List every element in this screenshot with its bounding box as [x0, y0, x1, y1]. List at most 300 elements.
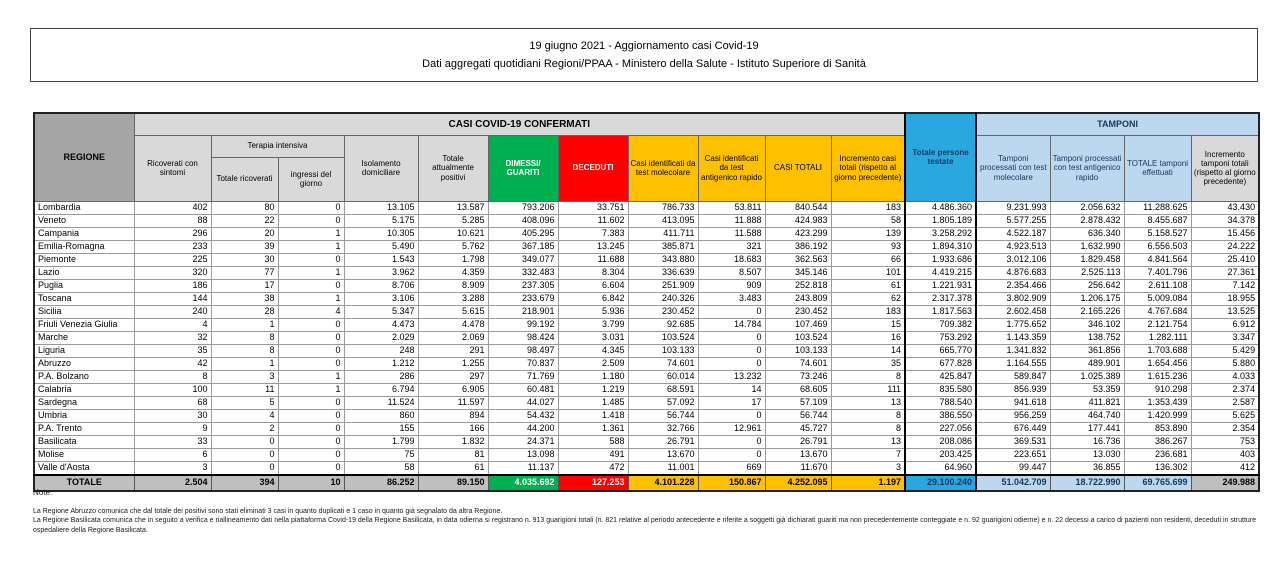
- value-cell: 1.353.439: [1124, 396, 1191, 409]
- table-row: [34, 448, 1259, 461]
- value-cell: 227.056: [905, 422, 976, 435]
- value-cell: 2.602.458: [976, 305, 1050, 318]
- value-cell: 70.837: [488, 357, 558, 370]
- value-cell: 30: [211, 253, 278, 266]
- value-cell: 676.449: [976, 422, 1050, 435]
- value-cell: 413.095: [628, 214, 698, 227]
- value-cell: 1.615.236: [1124, 370, 1191, 383]
- value-cell: 1.212: [344, 357, 418, 370]
- value-cell: 5.490: [344, 240, 418, 253]
- value-cell: 251.909: [628, 279, 698, 292]
- value-cell: 336.639: [628, 266, 698, 279]
- value-cell: 33.751: [558, 201, 628, 214]
- value-cell: 74.601: [765, 357, 831, 370]
- value-cell: 5.880: [1191, 357, 1259, 370]
- value-cell: 0: [278, 435, 344, 448]
- value-cell: 66: [831, 253, 905, 266]
- value-cell: 1.894.310: [905, 240, 976, 253]
- value-cell: 15: [831, 318, 905, 331]
- value-cell: 1.255: [418, 357, 488, 370]
- value-cell: 240.326: [628, 292, 698, 305]
- value-cell: 0: [211, 448, 278, 461]
- value-cell: 0: [698, 357, 765, 370]
- value-cell: 0: [211, 435, 278, 448]
- value-cell: 60.014: [628, 370, 698, 383]
- value-cell: 1.799: [344, 435, 418, 448]
- value-cell: 14: [698, 383, 765, 396]
- value-cell: 4.522.187: [976, 227, 1050, 240]
- value-cell: 58: [344, 461, 418, 475]
- value-cell: 491: [558, 448, 628, 461]
- value-cell: 13.105: [344, 201, 418, 214]
- value-cell: 13.525: [1191, 305, 1259, 318]
- notes-section: [33, 488, 1263, 535]
- value-cell: 28: [211, 305, 278, 318]
- value-cell: 411.821: [1050, 396, 1124, 409]
- region-name: Toscana: [34, 292, 134, 305]
- value-cell: 225: [134, 253, 211, 266]
- value-cell: 5.347: [344, 305, 418, 318]
- value-cell: 64.960: [905, 461, 976, 475]
- table-row: [34, 305, 1259, 318]
- total-deceduti: 127.253: [558, 475, 628, 491]
- value-cell: 100: [134, 383, 211, 396]
- value-cell: 0: [278, 357, 344, 370]
- col-header-ti-ingressi-giorno: ingressi del giorno: [278, 157, 344, 201]
- table-row: [34, 344, 1259, 357]
- value-cell: 386.192: [765, 240, 831, 253]
- value-cell: 0: [278, 201, 344, 214]
- value-cell: 4: [278, 305, 344, 318]
- region-name: Basilicata: [34, 435, 134, 448]
- group-header-casi-confermati: CASI COVID-19 CONFERMATI: [134, 113, 905, 135]
- value-cell: 8.507: [698, 266, 765, 279]
- value-cell: 3.031: [558, 331, 628, 344]
- value-cell: 103.524: [765, 331, 831, 344]
- value-cell: 2.587: [1191, 396, 1259, 409]
- value-cell: 68.591: [628, 383, 698, 396]
- table-row: [34, 461, 1259, 475]
- total-tamponi-effettuati: 69.765.699: [1124, 475, 1191, 491]
- value-cell: 1.798: [418, 253, 488, 266]
- value-cell: 183: [831, 305, 905, 318]
- value-cell: 68: [134, 396, 211, 409]
- value-cell: 18.955: [1191, 292, 1259, 305]
- total-tamponi-antigenico: 18.722.990: [1050, 475, 1124, 491]
- value-cell: 0: [698, 331, 765, 344]
- value-cell: 2.056.632: [1050, 201, 1124, 214]
- total-isolamento: 86.252: [344, 475, 418, 491]
- value-cell: 8: [831, 422, 905, 435]
- value-cell: 6.912: [1191, 318, 1259, 331]
- value-cell: 98.424: [488, 331, 558, 344]
- group-header-tamponi: TAMPONI: [976, 113, 1259, 135]
- value-cell: 753.292: [905, 331, 976, 344]
- value-cell: 402: [134, 201, 211, 214]
- value-cell: 11.588: [698, 227, 765, 240]
- value-cell: 286: [344, 370, 418, 383]
- value-cell: 1.485: [558, 396, 628, 409]
- value-cell: 36.855: [1050, 461, 1124, 475]
- region-name: Umbria: [34, 409, 134, 422]
- value-cell: 11.137: [488, 461, 558, 475]
- value-cell: 0: [211, 461, 278, 475]
- region-name: Liguria: [34, 344, 134, 357]
- col-header-tamponi-molecolare: Tamponi processati con test molecolare: [976, 135, 1050, 201]
- value-cell: 909: [698, 279, 765, 292]
- value-cell: 412: [1191, 461, 1259, 475]
- value-cell: 74.601: [628, 357, 698, 370]
- value-cell: 343.880: [628, 253, 698, 266]
- value-cell: 4.767.684: [1124, 305, 1191, 318]
- value-cell: 24.371: [488, 435, 558, 448]
- value-cell: 0: [698, 305, 765, 318]
- value-cell: 405.295: [488, 227, 558, 240]
- report-date-title: 19 giugno 2021 - Aggiornamento casi Covid-19: [529, 40, 759, 52]
- region-name: Sardegna: [34, 396, 134, 409]
- value-cell: 5.285: [418, 214, 488, 227]
- total-casi-molecolare: 4.101.228: [628, 475, 698, 491]
- value-cell: 408.096: [488, 214, 558, 227]
- value-cell: 3: [134, 461, 211, 475]
- value-cell: 588: [558, 435, 628, 448]
- value-cell: 3.802.909: [976, 292, 1050, 305]
- value-cell: 248: [344, 344, 418, 357]
- value-cell: 411.711: [628, 227, 698, 240]
- value-cell: 2.374: [1191, 383, 1259, 396]
- value-cell: 240: [134, 305, 211, 318]
- table-row: [34, 422, 1259, 435]
- value-cell: 489.901: [1050, 357, 1124, 370]
- value-cell: 345.146: [765, 266, 831, 279]
- value-cell: 58: [831, 214, 905, 227]
- value-cell: 13: [831, 396, 905, 409]
- value-cell: 17: [698, 396, 765, 409]
- value-cell: 26.791: [765, 435, 831, 448]
- value-cell: 233: [134, 240, 211, 253]
- table-body: [34, 201, 1259, 475]
- total-dimessi-guariti: 4.035.692: [488, 475, 558, 491]
- value-cell: 1.543: [344, 253, 418, 266]
- value-cell: 1.933.686: [905, 253, 976, 266]
- value-cell: 218.901: [488, 305, 558, 318]
- value-cell: 27.361: [1191, 266, 1259, 279]
- value-cell: 423.299: [765, 227, 831, 240]
- value-cell: 665.770: [905, 344, 976, 357]
- value-cell: 32.766: [628, 422, 698, 435]
- col-header-tamponi-antigenico: Tamponi processati con test antigenico rapido: [1050, 135, 1124, 201]
- total-attualmente-positivi: 89.150: [418, 475, 488, 491]
- region-name: Veneto: [34, 214, 134, 227]
- value-cell: 835.580: [905, 383, 976, 396]
- value-cell: 138.752: [1050, 331, 1124, 344]
- region-name: P.A. Trento: [34, 422, 134, 435]
- value-cell: 6: [134, 448, 211, 461]
- group-header-terapia-intensiva: Terapia intensiva: [211, 135, 344, 157]
- value-cell: 3.288: [418, 292, 488, 305]
- value-cell: 425.847: [905, 370, 976, 383]
- value-cell: 1.164.555: [976, 357, 1050, 370]
- value-cell: 1.025.389: [1050, 370, 1124, 383]
- value-cell: 80: [211, 201, 278, 214]
- value-cell: 3.258.292: [905, 227, 976, 240]
- value-cell: 793.206: [488, 201, 558, 214]
- col-header-attualmente-positivi: Totale attualmente positivi: [418, 135, 488, 201]
- value-cell: 103.133: [628, 344, 698, 357]
- region-name: Abruzzo: [34, 357, 134, 370]
- value-cell: 589.847: [976, 370, 1050, 383]
- total-persone-testate: 29.100.240: [905, 475, 976, 491]
- value-cell: 7: [831, 448, 905, 461]
- value-cell: 73.246: [765, 370, 831, 383]
- value-cell: 636.340: [1050, 227, 1124, 240]
- value-cell: 71.769: [488, 370, 558, 383]
- value-cell: 43.430: [1191, 201, 1259, 214]
- value-cell: 136.302: [1124, 461, 1191, 475]
- value-cell: 2.509: [558, 357, 628, 370]
- value-cell: 101: [831, 266, 905, 279]
- value-cell: 77: [211, 266, 278, 279]
- value-cell: 4.359: [418, 266, 488, 279]
- table-row: [34, 409, 1259, 422]
- value-cell: 1: [278, 370, 344, 383]
- region-name: Sicilia: [34, 305, 134, 318]
- value-cell: 24.222: [1191, 240, 1259, 253]
- value-cell: 4.419.215: [905, 266, 976, 279]
- value-cell: 13.670: [765, 448, 831, 461]
- value-cell: 8.909: [418, 279, 488, 292]
- value-cell: 13.670: [628, 448, 698, 461]
- value-cell: 464.740: [1050, 409, 1124, 422]
- col-header-incremento-casi: Incremento casi totali (rispetto al giorno precedente): [831, 135, 905, 201]
- total-incremento-casi: 1.197: [831, 475, 905, 491]
- value-cell: 4.876.683: [976, 266, 1050, 279]
- value-cell: 941.618: [976, 396, 1050, 409]
- value-cell: 57.092: [628, 396, 698, 409]
- value-cell: 10.305: [344, 227, 418, 240]
- value-cell: 2.317.378: [905, 292, 976, 305]
- region-name: Puglia: [34, 279, 134, 292]
- value-cell: 2: [211, 422, 278, 435]
- region-name: Piemonte: [34, 253, 134, 266]
- table-row: [34, 292, 1259, 305]
- value-cell: 11.670: [765, 461, 831, 475]
- value-cell: 60.481: [488, 383, 558, 396]
- value-cell: 2.029: [344, 331, 418, 344]
- value-cell: 0: [698, 448, 765, 461]
- value-cell: 1.829.458: [1050, 253, 1124, 266]
- value-cell: 4.345: [558, 344, 628, 357]
- value-cell: 252.818: [765, 279, 831, 292]
- value-cell: 860: [344, 409, 418, 422]
- total-casi-antigenico: 150.867: [698, 475, 765, 491]
- value-cell: 4.486.360: [905, 201, 976, 214]
- value-cell: 39: [211, 240, 278, 253]
- value-cell: 45.727: [765, 422, 831, 435]
- value-cell: 111: [831, 383, 905, 396]
- col-header-isolamento: Isolamento domiciliare: [344, 135, 418, 201]
- value-cell: 1: [278, 227, 344, 240]
- col-header-persone-testate: Totale persone testate: [905, 113, 976, 201]
- value-cell: 4: [134, 318, 211, 331]
- value-cell: 243.809: [765, 292, 831, 305]
- value-cell: 22: [211, 214, 278, 227]
- value-cell: 369.531: [976, 435, 1050, 448]
- value-cell: 13.030: [1050, 448, 1124, 461]
- col-header-tamponi-totale: TOTALE tamponi effettuati: [1124, 135, 1191, 201]
- region-name: Lombardia: [34, 201, 134, 214]
- value-cell: 1.418: [558, 409, 628, 422]
- total-label: TOTALE: [34, 475, 134, 491]
- value-cell: 0: [278, 318, 344, 331]
- value-cell: 8.706: [344, 279, 418, 292]
- value-cell: 8: [831, 409, 905, 422]
- value-cell: 17: [211, 279, 278, 292]
- value-cell: 6.842: [558, 292, 628, 305]
- value-cell: 386.267: [1124, 435, 1191, 448]
- table-header: [34, 113, 1259, 201]
- table-row: [34, 227, 1259, 240]
- value-cell: 2.121.754: [1124, 318, 1191, 331]
- value-cell: 62: [831, 292, 905, 305]
- value-cell: 103.524: [628, 331, 698, 344]
- value-cell: 2.611.108: [1124, 279, 1191, 292]
- value-cell: 0: [278, 253, 344, 266]
- col-header-casi-antigenico: Casi identificati da test antigenico rapido: [698, 135, 765, 201]
- value-cell: 42: [134, 357, 211, 370]
- value-cell: 0: [278, 448, 344, 461]
- value-cell: 53.359: [1050, 383, 1124, 396]
- value-cell: 93: [831, 240, 905, 253]
- value-cell: 13.098: [488, 448, 558, 461]
- value-cell: 236.681: [1124, 448, 1191, 461]
- value-cell: 346.102: [1050, 318, 1124, 331]
- value-cell: 98.497: [488, 344, 558, 357]
- value-cell: 6.905: [418, 383, 488, 396]
- value-cell: 1: [278, 383, 344, 396]
- col-header-dimessi-guariti: DIMESSI/ GUARITI: [488, 135, 558, 201]
- value-cell: 8: [211, 344, 278, 357]
- value-cell: 11.524: [344, 396, 418, 409]
- value-cell: 99.192: [488, 318, 558, 331]
- total-incremento-tamponi: 249.988: [1191, 475, 1259, 491]
- col-header-deceduti: DECEDUTI: [558, 135, 628, 201]
- value-cell: 1.654.456: [1124, 357, 1191, 370]
- value-cell: 203.425: [905, 448, 976, 461]
- value-cell: 1.420.999: [1124, 409, 1191, 422]
- value-cell: 3.347: [1191, 331, 1259, 344]
- region-name: Calabria: [34, 383, 134, 396]
- value-cell: 4.033: [1191, 370, 1259, 383]
- value-cell: 910.298: [1124, 383, 1191, 396]
- value-cell: 386.550: [905, 409, 976, 422]
- value-cell: 81: [418, 448, 488, 461]
- value-cell: 0: [278, 331, 344, 344]
- value-cell: 0: [278, 461, 344, 475]
- col-header-ricoverati: Ricoverati con sintomi: [134, 135, 211, 201]
- value-cell: 3.106: [344, 292, 418, 305]
- value-cell: 7.142: [1191, 279, 1259, 292]
- value-cell: 38: [211, 292, 278, 305]
- value-cell: 385.871: [628, 240, 698, 253]
- value-cell: 44.027: [488, 396, 558, 409]
- table-row: [34, 383, 1259, 396]
- value-cell: 1: [278, 266, 344, 279]
- value-cell: 99.447: [976, 461, 1050, 475]
- value-cell: 677.828: [905, 357, 976, 370]
- value-cell: 12.961: [698, 422, 765, 435]
- table-row: [34, 357, 1259, 370]
- value-cell: 709.382: [905, 318, 976, 331]
- value-cell: 11.602: [558, 214, 628, 227]
- table-row: [34, 396, 1259, 409]
- value-cell: 233.679: [488, 292, 558, 305]
- value-cell: 11.288.625: [1124, 201, 1191, 214]
- value-cell: 75: [344, 448, 418, 461]
- value-cell: 4.841.564: [1124, 253, 1191, 266]
- value-cell: 16: [831, 331, 905, 344]
- value-cell: 92.685: [628, 318, 698, 331]
- col-header-casi-totali: CASI TOTALI: [765, 135, 831, 201]
- value-cell: 7.383: [558, 227, 628, 240]
- total-terapia-intensiva: 394: [211, 475, 278, 491]
- value-cell: 0: [278, 396, 344, 409]
- value-cell: 57.109: [765, 396, 831, 409]
- value-cell: 1.832: [418, 435, 488, 448]
- value-cell: 8: [831, 370, 905, 383]
- value-cell: 1.180: [558, 370, 628, 383]
- col-header-incremento-tamponi: Incremento tamponi totali (rispetto al giorno precedente): [1191, 135, 1259, 201]
- value-cell: 2.354.466: [976, 279, 1050, 292]
- title-box: [30, 28, 1258, 82]
- value-cell: 11.001: [628, 461, 698, 475]
- value-cell: 61: [418, 461, 488, 475]
- value-cell: 8.304: [558, 266, 628, 279]
- value-cell: 1.221.931: [905, 279, 976, 292]
- value-cell: 3: [211, 370, 278, 383]
- value-cell: 5.615: [418, 305, 488, 318]
- value-cell: 1: [278, 292, 344, 305]
- value-cell: 788.540: [905, 396, 976, 409]
- value-cell: 3: [831, 461, 905, 475]
- value-cell: 3.483: [698, 292, 765, 305]
- value-cell: 956.259: [976, 409, 1050, 422]
- value-cell: 16.736: [1050, 435, 1124, 448]
- value-cell: 8.455.687: [1124, 214, 1191, 227]
- value-cell: 15.456: [1191, 227, 1259, 240]
- total-ingressi-giorno: 10: [278, 475, 344, 491]
- value-cell: 0: [278, 422, 344, 435]
- value-cell: 35: [134, 344, 211, 357]
- report-subtitle: Dati aggregati quotidiani Regioni/PPAA - Ministero della Salute - Istituto Superiore di Sanità: [422, 58, 866, 70]
- region-name: Valle d'Aosta: [34, 461, 134, 475]
- table-row: [34, 214, 1259, 227]
- value-cell: 5.175: [344, 214, 418, 227]
- covid-data-table: [33, 112, 1260, 492]
- value-cell: 8: [134, 370, 211, 383]
- region-name: Lazio: [34, 266, 134, 279]
- value-cell: 32: [134, 331, 211, 344]
- value-cell: 349.077: [488, 253, 558, 266]
- table-row: [34, 253, 1259, 266]
- value-cell: 2.878.432: [1050, 214, 1124, 227]
- value-cell: 33: [134, 435, 211, 448]
- value-cell: 237.305: [488, 279, 558, 292]
- value-cell: 9: [134, 422, 211, 435]
- value-cell: 1.219: [558, 383, 628, 396]
- table-row: [34, 331, 1259, 344]
- value-cell: 5.009.084: [1124, 292, 1191, 305]
